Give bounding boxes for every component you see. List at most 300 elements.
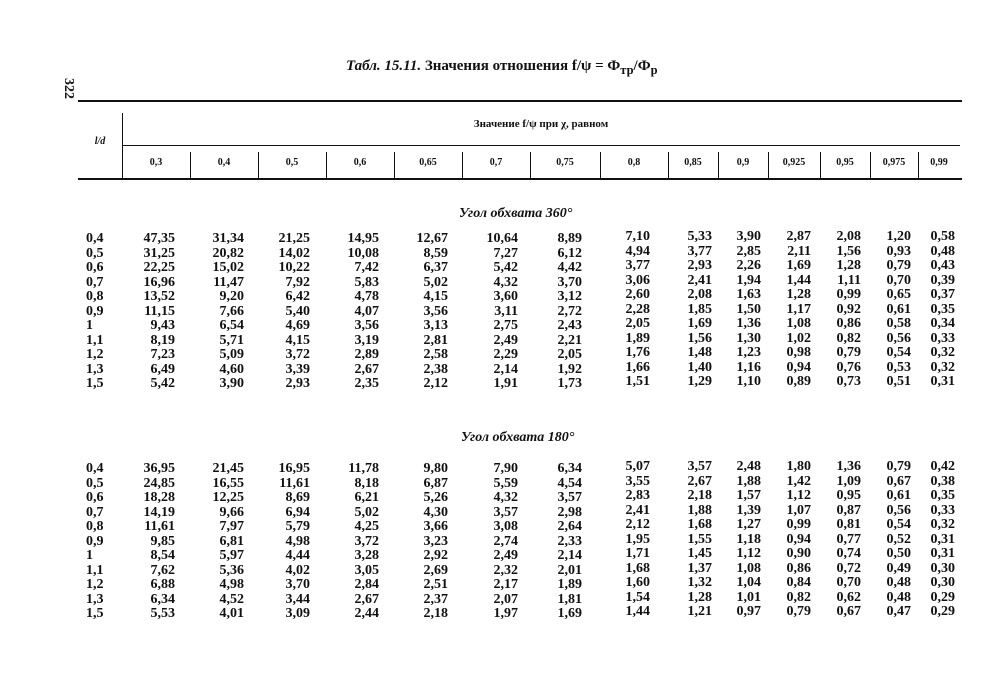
table-cell: 0,35 — [930, 301, 955, 317]
table-cell: 0,79 — [836, 345, 861, 360]
table-cell: 6,42 — [285, 289, 310, 304]
table-cell: 1,16 — [736, 359, 761, 375]
table-cell: 3,77 — [625, 258, 650, 273]
row-ld-value: 1,3 — [86, 361, 104, 377]
row-ld-value: 1 — [86, 318, 93, 333]
table-cell: 0,74 — [836, 546, 861, 561]
column-header: 0,5 — [285, 157, 299, 168]
table-cell: 9,80 — [423, 461, 448, 476]
row-ld-value: 0,9 — [86, 533, 104, 549]
table-cell: 3,23 — [423, 533, 448, 549]
top-rule — [78, 100, 962, 102]
table-cell: 2,08 — [687, 287, 712, 302]
table-cell: 47,35 — [143, 231, 175, 246]
row-ld-value: 1,3 — [86, 591, 104, 607]
table-cell: 0,92 — [836, 301, 861, 317]
table-cell: 0,79 — [886, 258, 911, 273]
table-cell: 1,20 — [886, 229, 911, 244]
row-ld-value: 0,7 — [86, 504, 104, 520]
table-cell: 3,72 — [285, 347, 310, 362]
table-cell: 1,68 — [687, 517, 712, 532]
table-cell: 1,12 — [736, 546, 761, 561]
table-cell: 2,14 — [493, 361, 518, 377]
table-cell: 8,59 — [423, 245, 448, 261]
table-cell: 1,73 — [557, 376, 582, 391]
table-cell: 5,83 — [354, 274, 379, 290]
table-cell: 0,51 — [886, 374, 911, 389]
table-cell: 2,41 — [687, 272, 712, 288]
table-cell: 16,55 — [212, 475, 244, 491]
table-cell: 3,90 — [736, 229, 761, 244]
page-number: 322 — [61, 78, 76, 99]
table-cell: 4,32 — [493, 490, 518, 505]
table-cell: 0,52 — [886, 531, 911, 547]
chi-group-header: Значение f/ψ при χ, равном — [473, 118, 609, 130]
column-divider — [820, 152, 821, 178]
table-cell: 2,44 — [354, 606, 379, 621]
table-cell: 10,08 — [347, 245, 379, 261]
table-cell: 2,49 — [493, 332, 518, 348]
table-cell: 0,65 — [886, 287, 911, 302]
row-ld-value: 0,7 — [86, 274, 104, 290]
table-cell: 7,10 — [625, 229, 650, 244]
table-cell: 22,25 — [143, 260, 175, 275]
ld-column-header: l/d — [94, 136, 106, 147]
table-cell: 2,92 — [423, 548, 448, 563]
table-cell: 6,94 — [285, 504, 310, 520]
table-cell: 12,25 — [212, 490, 244, 505]
table-cell: 1,57 — [736, 488, 761, 503]
column-divider — [600, 152, 601, 178]
table-cell: 2,37 — [423, 591, 448, 607]
table-cell: 3,19 — [354, 332, 379, 348]
table-cell: 1,56 — [836, 243, 861, 259]
table-cell: 1,42 — [786, 473, 811, 489]
table-cell: 7,66 — [219, 303, 244, 319]
table-cell: 0,81 — [836, 517, 861, 532]
table-cell: 1,97 — [493, 606, 518, 621]
table-cell: 1,81 — [557, 591, 582, 607]
table-cell: 9,85 — [150, 533, 175, 549]
table-cell: 24,85 — [143, 475, 175, 491]
table-cell: 5,02 — [423, 274, 448, 290]
table-cell: 3,70 — [557, 274, 582, 290]
row-ld-value: 1,1 — [86, 562, 104, 578]
table-cell: 1,44 — [625, 604, 650, 619]
table-cell: 14,02 — [278, 245, 310, 261]
table-cell: 3,05 — [354, 562, 379, 578]
table-cell: 1,08 — [736, 560, 761, 576]
column-header: 0,4 — [217, 157, 231, 168]
table-cell: 1,69 — [687, 316, 712, 331]
table-cell: 1,68 — [625, 560, 650, 576]
table-cell: 2,21 — [557, 332, 582, 348]
table-cell: 1,91 — [493, 376, 518, 391]
table-cell: 3,11 — [494, 303, 518, 319]
table-cell: 1,71 — [625, 546, 650, 561]
title-sub-1: тр — [620, 63, 634, 77]
table-cell: 2,41 — [625, 502, 650, 518]
table-cell: 2,12 — [625, 517, 650, 532]
table-cell: 0,93 — [886, 243, 911, 259]
table-cell: 0,49 — [886, 560, 911, 576]
table-cell: 1,21 — [687, 604, 712, 619]
table-cell: 0,90 — [786, 546, 811, 561]
table-cell: 0,86 — [836, 316, 861, 331]
table-cell: 1,36 — [736, 316, 761, 331]
header-bottom-rule — [78, 178, 962, 180]
table-cell: 0,79 — [786, 604, 811, 619]
title-mid: /Ф — [633, 58, 651, 74]
table-cell: 1,32 — [687, 575, 712, 590]
table-cell: 2,48 — [736, 459, 761, 474]
table-cell: 4,98 — [219, 577, 244, 592]
table-cell: 0,29 — [930, 604, 955, 619]
table-cell: 0,76 — [836, 359, 861, 375]
table-cell: 8,19 — [150, 332, 175, 348]
table-cell: 11,15 — [144, 303, 175, 319]
table-cell: 31,25 — [143, 245, 175, 261]
table-cell: 0,58 — [886, 316, 911, 331]
table-cell: 2,67 — [354, 591, 379, 607]
row-ld-value: 0,8 — [86, 519, 104, 534]
table-cell: 9,20 — [219, 289, 244, 304]
table-cell: 2,28 — [625, 301, 650, 317]
table-cell: 1,12 — [786, 488, 811, 503]
table-cell: 0,50 — [886, 546, 911, 561]
table-cell: 11,78 — [348, 461, 379, 476]
table-cell: 2,32 — [493, 562, 518, 578]
column-header: 0,6 — [353, 157, 367, 168]
table-cell: 0,77 — [836, 531, 861, 547]
table-cell: 3,57 — [687, 459, 712, 474]
table-cell: 4,69 — [285, 318, 310, 333]
table-cell: 11,61 — [144, 519, 175, 534]
row-ld-value: 0,6 — [86, 260, 104, 275]
table-cell: 0,89 — [786, 374, 811, 389]
table-cell: 0,94 — [786, 531, 811, 547]
column-divider — [870, 152, 871, 178]
table-cell: 3,28 — [354, 548, 379, 563]
table-cell: 1,04 — [736, 575, 761, 590]
table-cell: 0,58 — [930, 229, 955, 244]
table-cell: 4,15 — [285, 332, 310, 348]
table-cell: 11,61 — [279, 475, 310, 491]
table-cell: 0,35 — [930, 488, 955, 503]
table-cell: 4,30 — [423, 504, 448, 520]
table-cell: 0,53 — [886, 359, 911, 375]
table-cell: 0,47 — [886, 604, 911, 619]
table-cell: 1,23 — [736, 345, 761, 360]
table-cell: 7,97 — [219, 519, 244, 534]
table-cell: 4,98 — [285, 533, 310, 549]
table-cell: 2,51 — [423, 577, 448, 592]
table-cell: 0,84 — [786, 575, 811, 590]
table-cell: 4,02 — [285, 562, 310, 578]
table-cell: 4,60 — [219, 361, 244, 377]
table-cell: 8,69 — [285, 490, 310, 505]
table-cell: 5,59 — [493, 475, 518, 491]
table-cell: 4,78 — [354, 289, 379, 304]
table-cell: 3,12 — [557, 289, 582, 304]
table-cell: 2,29 — [493, 347, 518, 362]
table-cell: 2,49 — [493, 548, 518, 563]
column-divider — [326, 152, 327, 178]
column-divider — [918, 152, 919, 178]
table-cell: 10,22 — [278, 260, 310, 275]
table-cell: 2,38 — [423, 361, 448, 377]
table-cell: 5,53 — [150, 606, 175, 621]
table-cell: 0,97 — [736, 604, 761, 619]
table-cell: 2,12 — [423, 376, 448, 391]
table-cell: 2,98 — [557, 504, 582, 520]
table-cell: 8,89 — [557, 231, 582, 246]
table-cell: 1,17 — [786, 301, 811, 317]
column-header: 0,3 — [149, 157, 163, 168]
table-cell: 1,85 — [687, 301, 712, 317]
table-cell: 3,09 — [285, 606, 310, 621]
table-cell: 0,70 — [836, 575, 861, 590]
table-cell: 4,32 — [493, 274, 518, 290]
table-cell: 2,18 — [423, 606, 448, 621]
table-cell: 6,54 — [219, 318, 244, 333]
table-cell: 2,58 — [423, 347, 448, 362]
table-cell: 4,15 — [423, 289, 448, 304]
table-cell: 6,81 — [219, 533, 244, 549]
table-cell: 0,31 — [930, 546, 955, 561]
table-cell: 0,32 — [930, 345, 955, 360]
table-cell: 3,90 — [219, 376, 244, 391]
table-cell: 0,99 — [836, 287, 861, 302]
table-cell: 2,74 — [493, 533, 518, 549]
table-cell: 0,42 — [930, 459, 955, 474]
table-cell: 1,10 — [736, 374, 761, 389]
table-cell: 1,28 — [687, 589, 712, 605]
table-cell: 1,07 — [786, 502, 811, 518]
table-cell: 5,26 — [423, 490, 448, 505]
table-cell: 1,48 — [687, 345, 712, 360]
table-cell: 0,33 — [930, 502, 955, 518]
column-divider — [668, 152, 669, 178]
row-ld-value: 0,4 — [86, 231, 104, 246]
table-cell: 0,31 — [930, 531, 955, 547]
table-cell: 18,28 — [143, 490, 175, 505]
table-cell: 1,60 — [625, 575, 650, 590]
table-cell: 0,67 — [886, 473, 911, 489]
table-cell: 1,50 — [736, 301, 761, 317]
table-cell: 0,34 — [930, 316, 955, 331]
table-cell: 0,32 — [930, 517, 955, 532]
table-cell: 0,87 — [836, 502, 861, 518]
table-cell: 16,95 — [278, 461, 310, 476]
table-cell: 36,95 — [143, 461, 175, 476]
table-cell: 0,48 — [886, 575, 911, 590]
table-cell: 5,36 — [219, 562, 244, 578]
table-cell: 0,79 — [886, 459, 911, 474]
column-header: 0,7 — [489, 157, 503, 168]
header-mid-rule — [122, 145, 960, 146]
column-divider — [258, 152, 259, 178]
table-cell: 1,29 — [687, 374, 712, 389]
table-cell: 7,90 — [493, 461, 518, 476]
table-cell: 21,25 — [278, 231, 310, 246]
table-cell: 1,30 — [736, 330, 761, 346]
table-cell: 2,81 — [423, 332, 448, 348]
table-cell: 2,69 — [423, 562, 448, 578]
table-cell: 1,95 — [625, 531, 650, 547]
table-cell: 8,18 — [354, 475, 379, 491]
section-title: Угол обхвата 180° — [461, 430, 575, 445]
table-cell: 2,84 — [354, 577, 379, 592]
table-number: Табл. 15.11. — [346, 58, 422, 74]
table-cell: 0,98 — [786, 345, 811, 360]
table-cell: 9,66 — [219, 504, 244, 520]
table-cell: 4,25 — [354, 519, 379, 534]
title-sub-2: р — [650, 63, 658, 77]
table-cell: 2,07 — [493, 591, 518, 607]
table-cell: 0,82 — [836, 330, 861, 346]
table-cell: 0,33 — [930, 330, 955, 346]
table-cell: 0,61 — [886, 301, 911, 317]
table-cell: 2,64 — [557, 519, 582, 534]
table-cell: 3,66 — [423, 519, 448, 534]
table-cell: 10,64 — [486, 231, 518, 246]
table-cell: 0,39 — [930, 272, 955, 288]
table-cell: 1,92 — [557, 361, 582, 377]
column-header: 0,95 — [836, 157, 854, 168]
table-cell: 0,70 — [886, 272, 911, 288]
table-cell: 2,18 — [687, 488, 712, 503]
table-cell: 8,54 — [150, 548, 175, 563]
column-header: 0,8 — [627, 157, 641, 168]
table-cell: 3,55 — [625, 473, 650, 489]
table-cell: 4,54 — [557, 475, 582, 491]
table-cell: 1,02 — [786, 330, 811, 346]
table-cell: 0,62 — [836, 589, 861, 605]
table-cell: 2,72 — [557, 303, 582, 319]
table-cell: 5,42 — [150, 376, 175, 391]
table-cell: 3,70 — [285, 577, 310, 592]
table-cell: 14,19 — [143, 504, 175, 520]
row-ld-value: 0,4 — [86, 461, 104, 476]
table-cell: 0,54 — [886, 345, 911, 360]
row-ld-value: 0,8 — [86, 289, 104, 304]
table-cell: 3,13 — [423, 318, 448, 333]
table-cell: 15,02 — [212, 260, 244, 275]
table-cell: 0,95 — [836, 488, 861, 503]
table-cell: 4,52 — [219, 591, 244, 607]
table-cell: 5,40 — [285, 303, 310, 319]
column-header: 0,65 — [419, 157, 437, 168]
table-cell: 3,39 — [285, 361, 310, 377]
table-cell: 6,34 — [150, 591, 175, 607]
table-cell: 3,44 — [285, 591, 310, 607]
table-cell: 6,34 — [557, 461, 582, 476]
table-cell: 0,32 — [930, 359, 955, 375]
section-title: Угол обхвата 360° — [459, 206, 573, 221]
table-cell: 0,99 — [786, 517, 811, 532]
table-cell: 16,96 — [143, 274, 175, 290]
table-cell: 3,72 — [354, 533, 379, 549]
table-cell: 7,42 — [354, 260, 379, 275]
row-ld-value: 1,2 — [86, 577, 104, 592]
table-cell: 0,38 — [930, 473, 955, 489]
table-cell: 4,07 — [354, 303, 379, 319]
table-cell: 6,49 — [150, 361, 175, 377]
table-cell: 4,94 — [625, 243, 650, 259]
column-header: 0,85 — [684, 157, 702, 168]
table-cell: 1,94 — [736, 272, 761, 288]
table-cell: 4,44 — [285, 548, 310, 563]
table-cell: 2,83 — [625, 488, 650, 503]
table-cell: 1,69 — [786, 258, 811, 273]
column-divider — [190, 152, 191, 178]
table-cell: 0,73 — [836, 374, 861, 389]
table-cell: 1,63 — [736, 287, 761, 302]
row-ld-value: 0,5 — [86, 245, 104, 261]
table-cell: 6,37 — [423, 260, 448, 275]
title-text: Значения отношения f/ψ = Ф — [424, 58, 621, 74]
table-cell: 1,51 — [625, 374, 650, 389]
column-header: 0,925 — [782, 157, 806, 168]
table-cell: 2,17 — [493, 577, 518, 592]
table-cell: 3,56 — [354, 318, 379, 333]
column-divider — [462, 152, 463, 178]
table-cell: 5,09 — [219, 347, 244, 362]
column-header: 0,9 — [736, 157, 750, 168]
table-cell: 2,89 — [354, 347, 379, 362]
table-cell: 13,52 — [143, 289, 175, 304]
table-cell: 1,01 — [736, 589, 761, 605]
table-cell: 1,28 — [836, 258, 861, 273]
table-cell: 1,80 — [786, 459, 811, 474]
table-cell: 20,82 — [212, 245, 244, 261]
table-cell: 2,60 — [625, 287, 650, 302]
table-cell: 0,56 — [886, 330, 911, 346]
table-title — [346, 58, 658, 78]
table-cell: 31,34 — [212, 231, 244, 246]
table-cell: 1,36 — [836, 459, 861, 474]
table-cell: 6,87 — [423, 475, 448, 491]
table-cell: 7,92 — [285, 274, 310, 290]
table-cell: 1,88 — [687, 502, 712, 518]
row-ld-value: 1 — [86, 548, 93, 563]
table-cell: 3,57 — [493, 504, 518, 520]
table-cell: 3,06 — [625, 272, 650, 288]
column-divider — [530, 152, 531, 178]
table-cell: 3,56 — [423, 303, 448, 319]
table-cell: 4,01 — [219, 606, 244, 621]
table-cell: 0,56 — [886, 502, 911, 518]
table-cell: 3,60 — [493, 289, 518, 304]
table-cell: 0,31 — [930, 374, 955, 389]
table-cell: 12,67 — [416, 231, 448, 246]
table-cell: 2,05 — [625, 316, 650, 331]
table-cell: 3,57 — [557, 490, 582, 505]
row-ld-value: 0,6 — [86, 490, 104, 505]
table-cell: 1,54 — [625, 589, 650, 605]
table-cell: 2,93 — [285, 376, 310, 391]
table-cell: 1,44 — [786, 272, 811, 288]
table-cell: 2,93 — [687, 258, 712, 273]
column-header: 0,75 — [556, 157, 574, 168]
row-ld-value: 1,5 — [86, 376, 104, 391]
table-cell: 6,88 — [150, 577, 175, 592]
table-cell: 1,88 — [736, 473, 761, 489]
table-cell: 1,69 — [557, 606, 582, 621]
table-cell: 1,11 — [837, 272, 861, 288]
table-cell: 1,55 — [687, 531, 712, 547]
